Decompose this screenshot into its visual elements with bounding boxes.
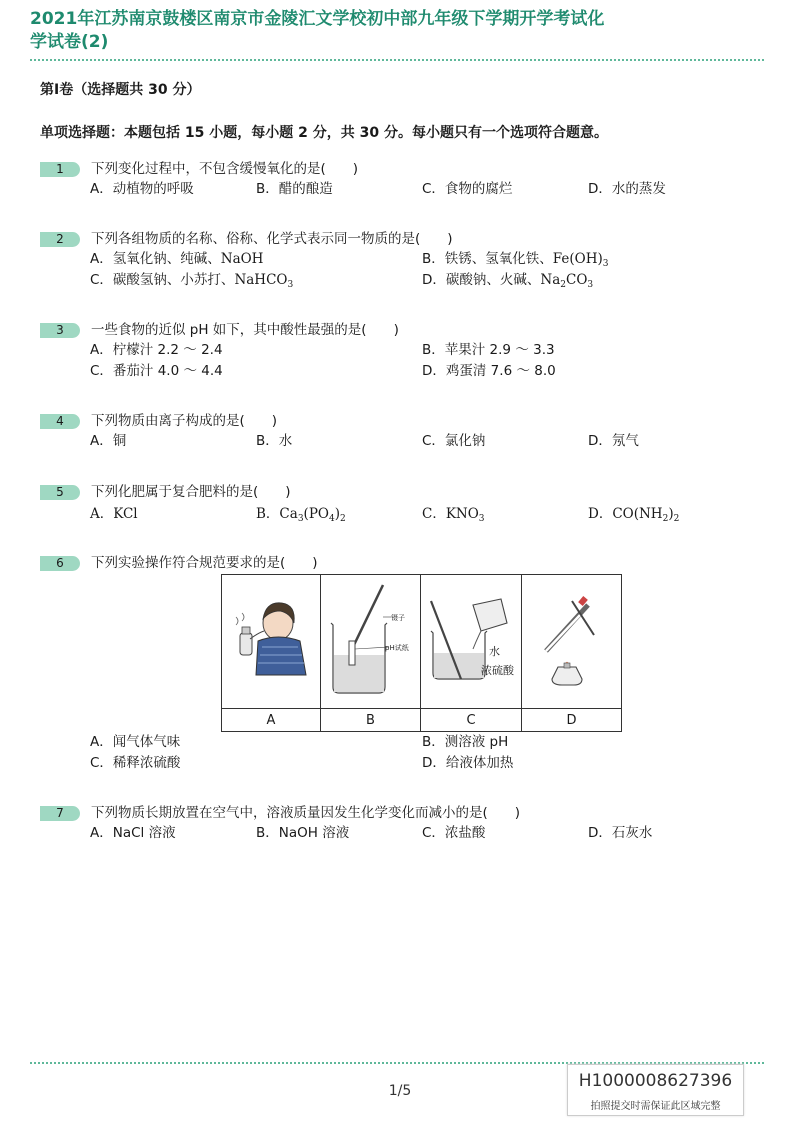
label-ph-paper: pH试纸 <box>385 644 409 652</box>
option-c[interactable] <box>90 270 293 296</box>
option-d[interactable]: D．鸡蛋清 7.6 ～ 8.0 <box>422 363 556 379</box>
subscript: 3 <box>287 280 294 290</box>
ph-test-illustration <box>321 575 421 708</box>
option-b[interactable]: B．醋的酿造 <box>256 181 333 197</box>
question-4 <box>40 411 760 452</box>
option-d[interactable] <box>588 502 679 531</box>
option-a[interactable]: A．NaCl 溶液 <box>90 825 176 841</box>
question-1 <box>40 159 760 200</box>
option-d[interactable]: D．给液体加热 <box>422 755 514 771</box>
option-c[interactable] <box>422 502 485 531</box>
figure-caption-b: B <box>321 708 421 731</box>
formula: CO <box>566 272 588 288</box>
title-line-1: 2021年江苏南京鼓楼区南京市金陵汇文学校初中部九年级下学期开学考试化 <box>30 9 605 29</box>
option-b[interactable]: B．测溶液 pH <box>422 734 509 750</box>
figure-caption-a: A <box>222 708 321 731</box>
formula: Fe(OH) <box>552 251 603 267</box>
option-c[interactable]: C．氯化钠 <box>422 433 486 449</box>
option-text: D．CO(NH <box>588 506 663 522</box>
question-6 <box>40 553 760 573</box>
option-a[interactable] <box>90 249 263 270</box>
question-stem: 下列实验操作符合规范要求的是( ) <box>91 555 318 571</box>
option-c[interactable]: C．番茄汁 4.0 ～ 4.4 <box>90 363 223 379</box>
experiment-figure <box>221 574 622 732</box>
subscript: 2 <box>673 514 680 524</box>
heating-liquid-illustration <box>522 575 622 708</box>
subscript: 2 <box>560 280 567 290</box>
option-c[interactable]: C．稀释浓硫酸 <box>90 755 181 771</box>
question-number-badge: 5 <box>40 485 80 500</box>
question-number-badge: 6 <box>40 556 80 571</box>
title-line-2: 学试卷(2) <box>30 32 109 52</box>
document-title <box>30 8 680 54</box>
document-code-box <box>567 1064 744 1116</box>
smelling-gas-illustration <box>222 575 321 708</box>
question-2 <box>40 229 760 291</box>
question-stem: 下列物质长期放置在空气中，溶液质量因发生化学变化而减小的是( ) <box>91 805 521 821</box>
option-d[interactable]: D．石灰水 <box>588 825 653 841</box>
question-5 <box>40 482 760 526</box>
question-number-badge: 7 <box>40 806 80 821</box>
code-note: 拍照提交时需保证此区域完整 <box>590 1101 721 1112</box>
subscript: 4 <box>328 514 335 524</box>
question-3 <box>40 320 760 382</box>
option-d[interactable]: D．氖气 <box>588 433 639 449</box>
figure-caption-d: D <box>522 708 621 731</box>
option-d[interactable]: D．水的蒸发 <box>588 181 666 197</box>
option-a[interactable]: A．动植物的呼吸 <box>90 181 194 197</box>
option-b[interactable]: B．NaOH 溶液 <box>256 825 350 841</box>
question-stem: 下列变化过程中，不包含缓慢氧化的是( ) <box>91 161 359 177</box>
formula: NaHCO <box>234 272 288 288</box>
question-number-badge: 3 <box>40 323 80 338</box>
figure-panel-d <box>522 575 622 708</box>
subscript: 3 <box>297 514 304 524</box>
formula: (PO <box>303 506 329 522</box>
formula: ) <box>668 506 674 522</box>
question-stem: 一些食物的近似 pH 如下，其中酸性最强的是( ) <box>91 322 399 338</box>
option-a[interactable]: A．闻气体气味 <box>90 734 181 750</box>
label-water: 水 <box>489 645 500 658</box>
label-conc-sulfuric-acid: 浓硫酸 <box>481 664 514 677</box>
option-text: C．碳酸氢钠、小苏打、 <box>90 272 235 288</box>
option-text: A．氢氧化钠、纯碱、 <box>90 251 221 267</box>
page-number: 1/5 <box>388 1083 412 1099</box>
question-6-options <box>40 732 760 774</box>
figure-panel-c <box>421 575 522 708</box>
document-code: H1000008627396 <box>578 1071 733 1091</box>
question-stem: 下列物质由离子构成的是( ) <box>91 413 278 429</box>
formula: Na <box>540 272 561 288</box>
question-number-badge: 1 <box>40 162 80 177</box>
option-a[interactable]: A．KCl <box>90 506 138 522</box>
option-text: C．KNO <box>422 506 479 522</box>
option-a[interactable]: A．柠檬汁 2.2 ～ 2.4 <box>90 342 223 358</box>
question-number-badge: 4 <box>40 414 80 429</box>
label-tweezers: 镊子 <box>391 614 405 622</box>
section-title: 第Ⅰ卷（选择题共 30 分） <box>40 82 201 98</box>
subscript: 3 <box>602 259 609 269</box>
option-b[interactable]: B．苹果汁 2.9 ～ 3.3 <box>422 342 555 358</box>
figure-panel-a <box>222 575 321 708</box>
subscript: 3 <box>478 514 485 524</box>
option-a[interactable]: A．铜 <box>90 433 127 449</box>
option-d[interactable] <box>422 270 593 296</box>
option-b[interactable] <box>256 502 346 531</box>
figure-panel-b <box>321 575 421 708</box>
question-stem: 下列化肥属于复合肥料的是( ) <box>91 484 291 500</box>
section-instruction: 单项选择题：本题包括 15 小题，每小题 2 分，共 30 分。每小题只有一个选项符合题意。 <box>40 125 608 141</box>
question-7 <box>40 803 760 844</box>
option-c[interactable]: C．浓盐酸 <box>422 825 486 841</box>
formula: ) <box>334 506 340 522</box>
option-c[interactable]: C．食物的腐烂 <box>422 181 513 197</box>
subscript: 3 <box>587 280 594 290</box>
question-number-badge: 2 <box>40 232 80 247</box>
question-stem: 下列各组物质的名称、俗称、化学式表示同一物质的是( ) <box>91 231 453 247</box>
subscript: 2 <box>662 514 669 524</box>
dilute-acid-illustration <box>421 575 522 708</box>
option-text: B．Ca <box>256 506 298 522</box>
figure-caption-c: C <box>421 708 522 731</box>
subscript: 2 <box>339 514 346 524</box>
option-text: B．铁锈、氢氧化铁、 <box>422 251 553 267</box>
header-divider <box>30 59 764 61</box>
formula: NaOH <box>220 251 264 267</box>
option-b[interactable]: B．水 <box>256 433 293 449</box>
option-text: D．碳酸钠、火碱、 <box>422 272 541 288</box>
